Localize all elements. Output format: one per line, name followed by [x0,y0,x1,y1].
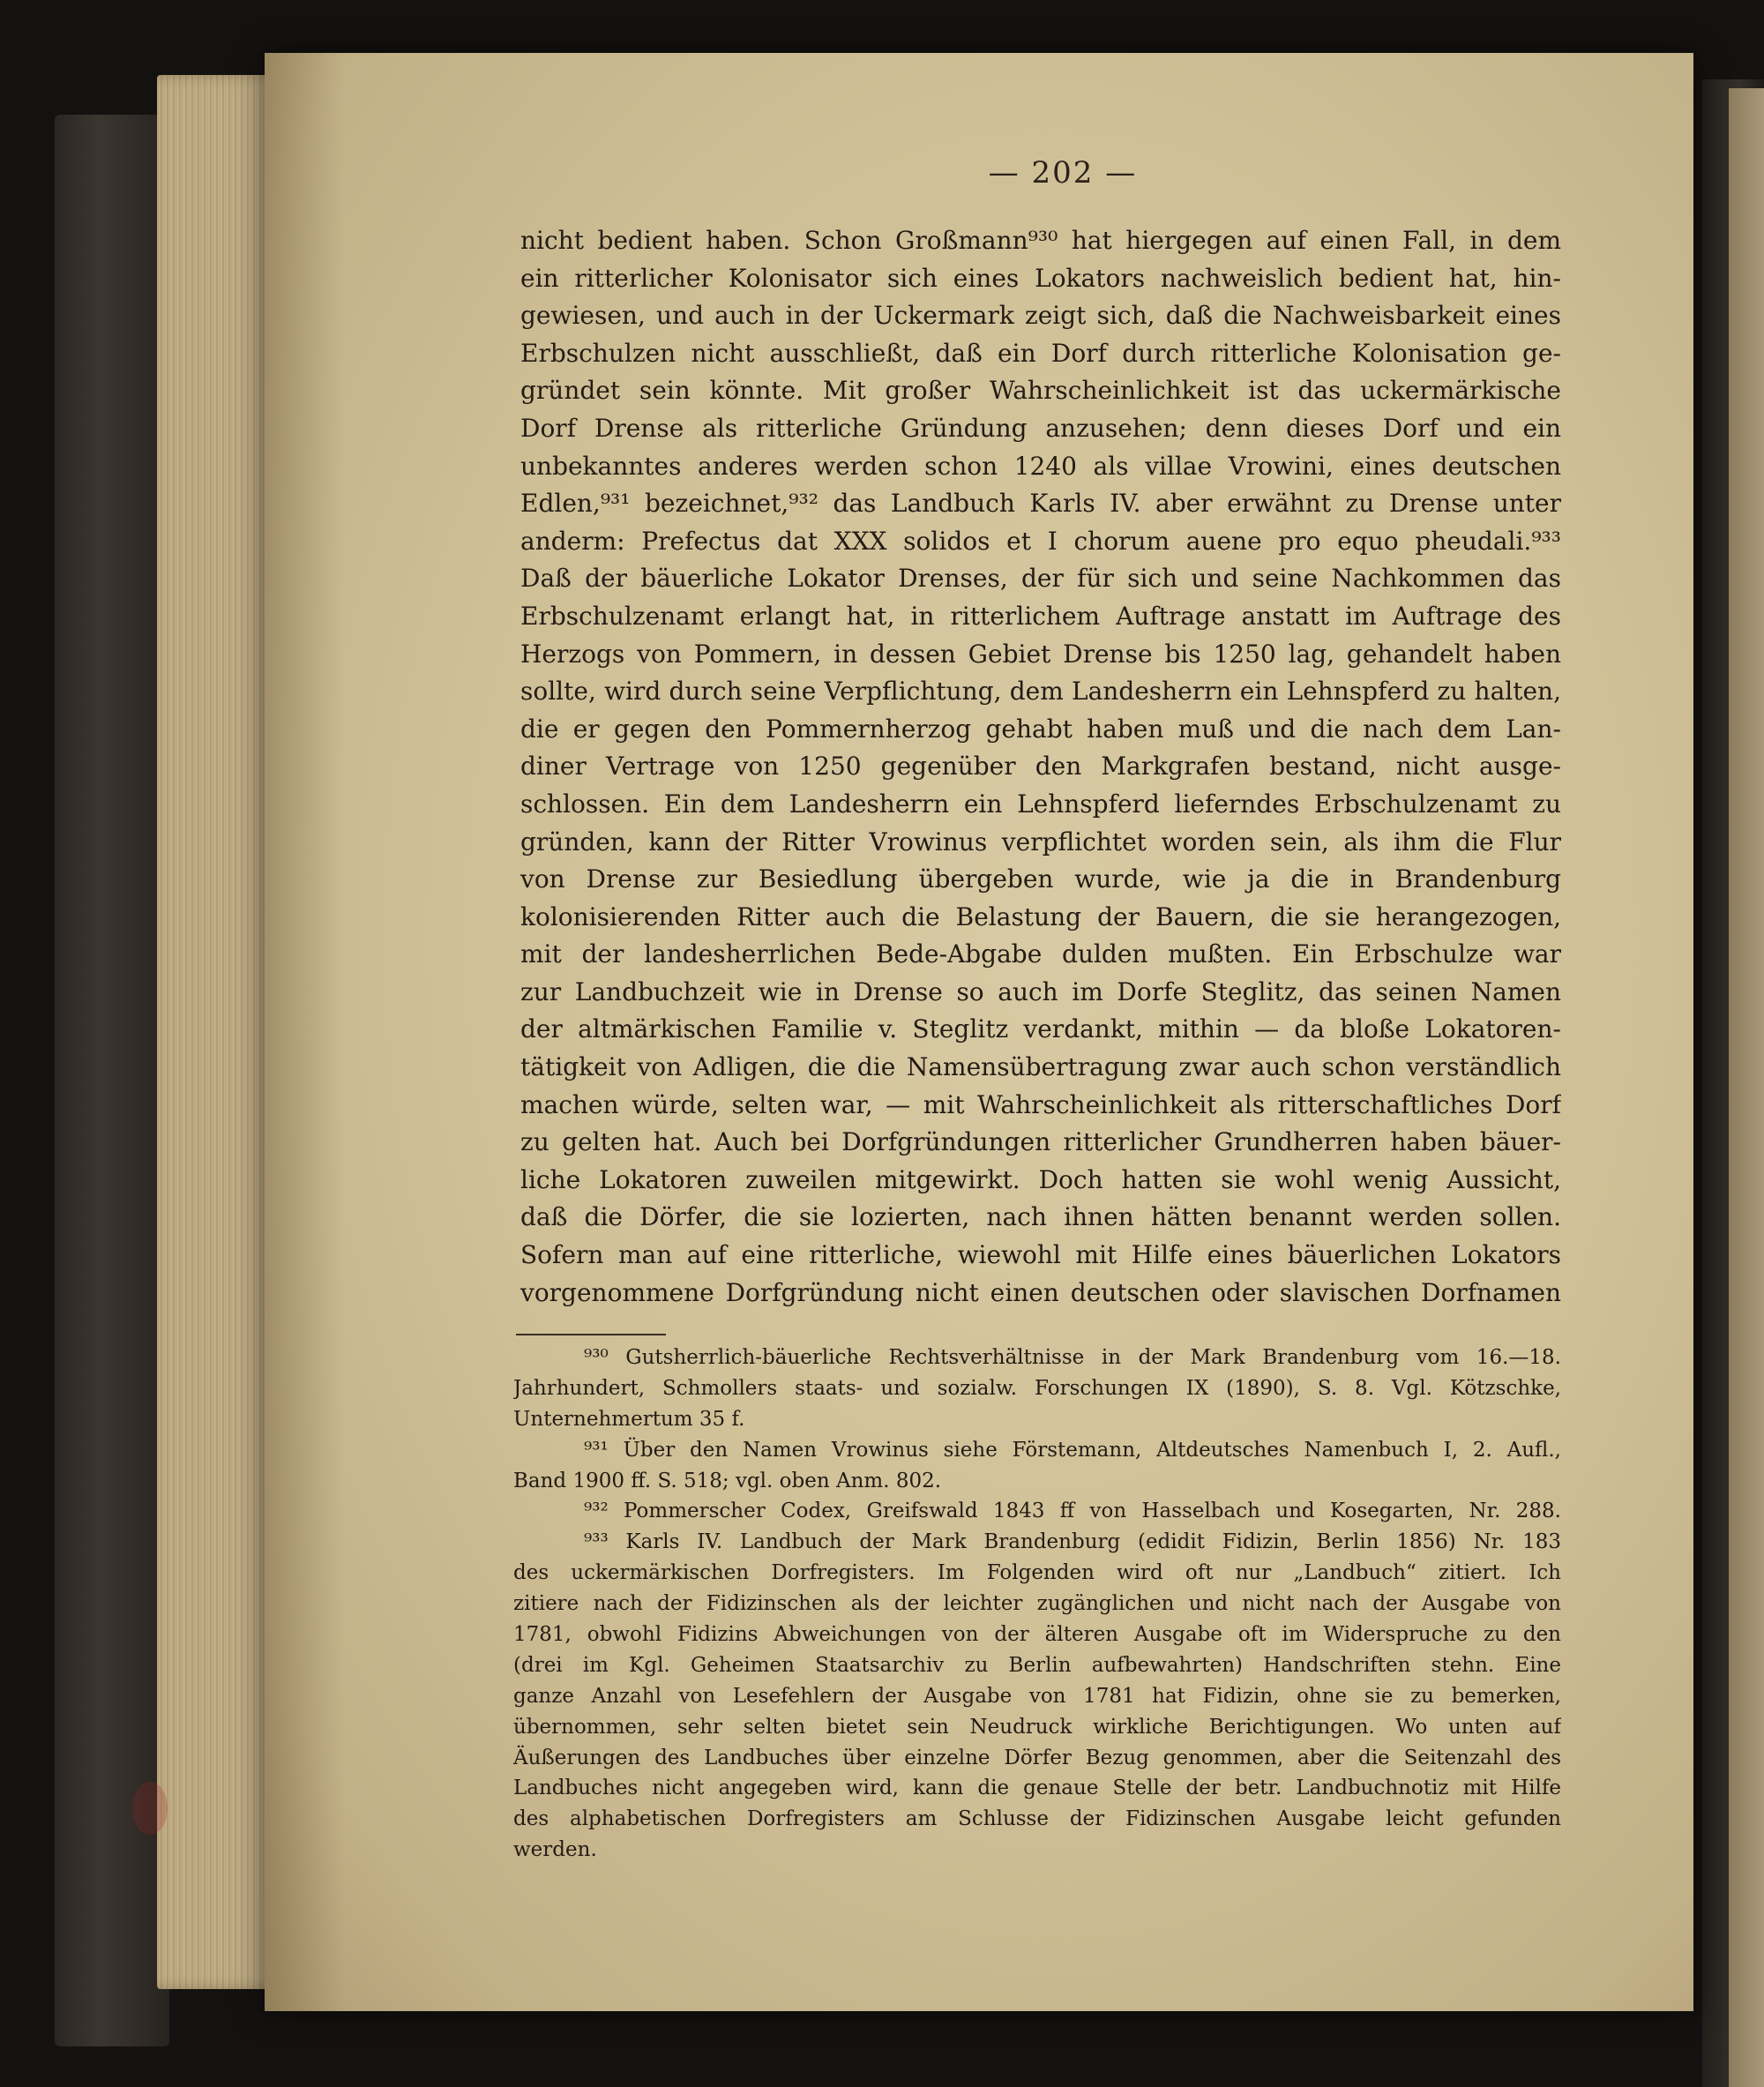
footnote-line: ⁹³² Pommerscher Codex, Greifswald 1843 ff von Hasselbach und Kosegarten, Nr. 288. [584,1500,1561,1523]
footnote-line: Äußerungen des Landbuches über einzelne Dörfer Bezug genommen, aber die Seitenzahl des [513,1746,1561,1769]
footnote-line: werden. [513,1838,597,1862]
body-line: unbekanntes anderes werden schon 1240 als villae Vrowini, eines deutschen [520,451,1561,481]
body-line: Sofern man auf eine ritterliche, wiewohl mit Hilfe eines bäuerlichen Lokators [520,1240,1561,1270]
body-line: Herzogs von Pommern, in dessen Gebiet Drense bis 1250 lag, gehandelt haben [520,639,1561,669]
footnote-line: 1781, obwohl Fidizins Abweichungen von der älteren Ausgabe oft im Widerspruche zu den [513,1623,1561,1647]
footnote-line: Jahrhundert, Schmollers staats- und sozialw. Forschungen IX (1890), S. 8. Vgl. Kötzschke, [513,1376,1561,1400]
body-line: Erbschulzen nicht ausschließt, daß ein Dorf durch ritterliche Kolonisation ge- [520,338,1561,368]
footnote-line: des uckermärkischen Dorfregisters. Im Folgenden wird oft nur „Landbuch“ zitiert. Ich [513,1561,1561,1585]
body-line: zur Landbuchzeit wie in Drense so auch im Dorfe Steglitz, das seinen Namen [520,976,1561,1006]
body-line: Erbschulzenamt erlangt hat, in ritterlichem Auftrage anstatt im Auftrage des [520,601,1561,631]
body-line: schlossen. Ein dem Landesherrn ein Lehnspferd lieferndes Erbschulzenamt zu [520,789,1561,819]
footnote-line: des alphabetischen Dorfregisters am Schlusse der Fidizinschen Ausgabe leicht gefunden [513,1807,1561,1831]
body-line: Dorf Drense als ritterliche Gründung anzusehen; denn dieses Dorf und ein [520,413,1561,443]
footnote-line: übernommen, sehr selten bietet sein Neudruck wirkliche Berichtigungen. Wo unten auf [513,1715,1561,1739]
body-line: ein ritterlicher Kolonisator sich eines Lokators nachweislich bedient hat, hin- [520,263,1561,293]
body-line: gründet sein könnte. Mit großer Wahrscheinlichkeit ist das uckermärkische [520,376,1561,406]
body-line: Daß der bäuerliche Lokator Drenses, der für sich und seine Nachkommen das [520,564,1561,594]
footnotes [513,1343,1561,1866]
body-line: die er gegen den Pommernherzog gehabt haben muß und die nach dem Lan- [520,714,1561,744]
footnote-line: ⁹³⁰ Gutsherrlich-bäuerliche Rechtsverhältnisse in der Mark Brandenburg vom 16.—18. [584,1346,1561,1369]
body-line: vorgenommene Dorfgründung nicht einen deutschen oder slavischen Dorfnamen [520,1277,1561,1307]
body-line: Edlen,⁹³¹ bezeichnet,⁹³² das Landbuch Karls IV. aber erwähnt zu Drense unter [520,489,1561,519]
footnote-line: zitiere nach der Fidizinschen als der leichter zugänglichen und nicht nach der Ausgabe von [513,1592,1561,1616]
footnote-line: ⁹³¹ Über den Namen Vrowinus siehe Förstemann, Altdeutsches Namenbuch I, 2. Aufl., [584,1438,1561,1462]
body-line: nicht bedient haben. Schon Großmann⁹³⁰ hat hiergegen auf einen Fall, in dem [520,226,1561,255]
body-line: sollte, wird durch seine Verpflichtung, dem Landesherrn ein Lehnspferd zu halten, [520,677,1561,707]
body-line: kolonisierenden Ritter auch die Belastung der Bauern, die sie herangezogen, [520,901,1561,931]
body-line: machen würde, selten war, — mit Wahrscheinlichkeit als ritterschaftliches Dorf [520,1089,1561,1119]
footnote-line: (drei im Kgl. Geheimen Staatsarchiv zu Berlin aufbewahrten) Handschriften stehn. Eine [513,1653,1561,1677]
book-cover-left [55,115,169,2046]
body-line: anderm: Prefectus dat XXX solidos et I chorum auene pro equo pheudali.⁹³³ [520,526,1561,556]
page-number: — 202 — [988,155,1138,191]
footnote-line: Landbuches nicht angegeben wird, kann die genaue Stelle der betr. Landbuchnotiz mit Hilfe [513,1777,1561,1800]
body-line: der altmärkischen Familie v. Steglitz verdankt, mithin — da bloße Lokatoren- [520,1014,1561,1044]
body-line: von Drense zur Besiedlung übergeben wurde, wie ja die in Brandenburg [520,864,1561,894]
body-text [520,222,1561,1312]
footnote-divider [516,1334,666,1335]
gutter-shadow [265,53,344,2011]
body-line: diner Vertrage von 1250 gegenüber den Markgrafen bestand, nicht ausge- [520,752,1561,782]
body-line: mit der landesherrlichen Bede-Abgabe dulden mußten. Ein Erbschulze war [520,939,1561,969]
footnote-line: ⁹³³ Karls IV. Landbuch der Mark Brandenburg (edidit Fidizin, Berlin 1856) Nr. 183 [584,1530,1561,1554]
body-line: daß die Dörfer, die sie lozierten, nach ihnen hätten benannt werden sollen. [520,1202,1561,1232]
body-line: gewiesen, und auch in der Uckermark zeigt sich, daß die Nachweisbarkeit eines [520,301,1561,331]
body-line: liche Lokatoren zuweilen mitgewirkt. Doch hatten sie wohl wenig Aussicht, [520,1164,1561,1194]
footnote-line: Unternehmertum 35 f. [513,1407,745,1431]
page-stack-edge [157,75,280,1989]
stain-mark [132,1782,168,1835]
facing-page-edge [1729,88,1764,2087]
footnote-line: Band 1900 ff. S. 518; vgl. oben Anm. 802. [513,1469,942,1492]
footnote-line: ganze Anzahl von Lesefehlern der Ausgabe von 1781 hat Fidizin, ohne sie zu bemerken, [513,1684,1561,1708]
body-line: tätigkeit von Adligen, die die Namensübertragung zwar auch schon verständlich [520,1052,1561,1082]
body-line: zu gelten hat. Auch bei Dorfgründungen ritterlicher Grundherren haben bäuer- [520,1127,1561,1157]
body-line: gründen, kann der Ritter Vrowinus verpflichtet worden sein, als ihm die Flur [520,827,1561,856]
